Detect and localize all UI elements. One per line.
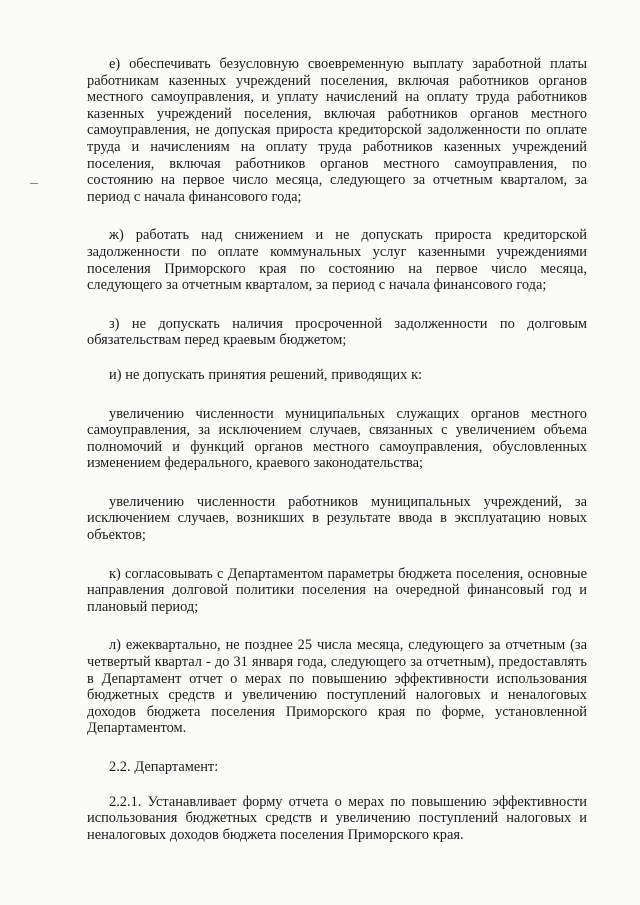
paragraph-i: и) не допускать принятия решений, приводящих к: [109, 366, 423, 383]
scan-mark [30, 183, 38, 184]
paragraph-l: л) ежеквартально, не позднее 25 числа месяца, следующего за отчетным (за четвертый квартал - до 31 января года, следующего за отчетным), предоставлять в Департамент отчет о мерах по повышению эффективности использования бюджетных средств и увеличению поступлений налоговых и неналоговых доходов бюджета поселения Приморского края по форме, установленной Департаментом. [87, 637, 587, 737]
section-2-2-heading: 2.2. Департамент: [109, 759, 219, 775]
paragraph-2-2-1: 2.2.1. Устанавливает форму отчета о мерах по повышению эффективности использования бюджетных средств и увеличению поступлений налоговых и неналоговых доходов бюджета поселения Приморского края. [87, 793, 587, 843]
paragraph-i-item-2: увеличению численности работников муниципальных учреждений, за исключением случаев, возникших в результате ввода в эксплуатацию новых объектов; [87, 493, 587, 544]
paragraph-k: к) согласовывать с Департаментом параметры бюджета поселения, основные направления долговой политики поселения на очередной финансовый год и плановый период; [87, 565, 587, 615]
paragraph-z: з) не допускать наличия просроченной задолженности по долговым обязательствам перед краевым бюджетом; [87, 315, 587, 349]
document-page [87, 56, 587, 843]
paragraph-zh: ж) работать над снижением и не допускать прироста кредиторской задолженности по оплате коммунальных услуг казенными учреждениями поселения Приморского края по состоянию на первое число месяца, следующего за отчетным кварталом, за период с начала финансового года; [87, 227, 587, 294]
paragraph-e: е) обеспечивать безусловную своевременную выплату заработной платы работникам казенных учреждений поселения, включая работников органов местного самоуправления, и уплату начислений на оплату труда работников казенных учреждений поселения, включая работников органов местного самоуправления, не допуская прироста кредиторской задолженности по оплате труда и начислениям на оплату труда работников казенных учреждений поселения, включая работников органов местного самоуправления, по состоянию на первое число месяца, следующего за отчетным кварталом, за период с начала финансового года; [87, 56, 587, 205]
paragraph-i-item-1: увеличению численности муниципальных служащих органов местного самоуправления, за исключением случаев, связанных с увеличением объема полномочий и функций органов местного самоуправления, обусловленных изменением федерального, краевого законодательства; [87, 405, 587, 472]
